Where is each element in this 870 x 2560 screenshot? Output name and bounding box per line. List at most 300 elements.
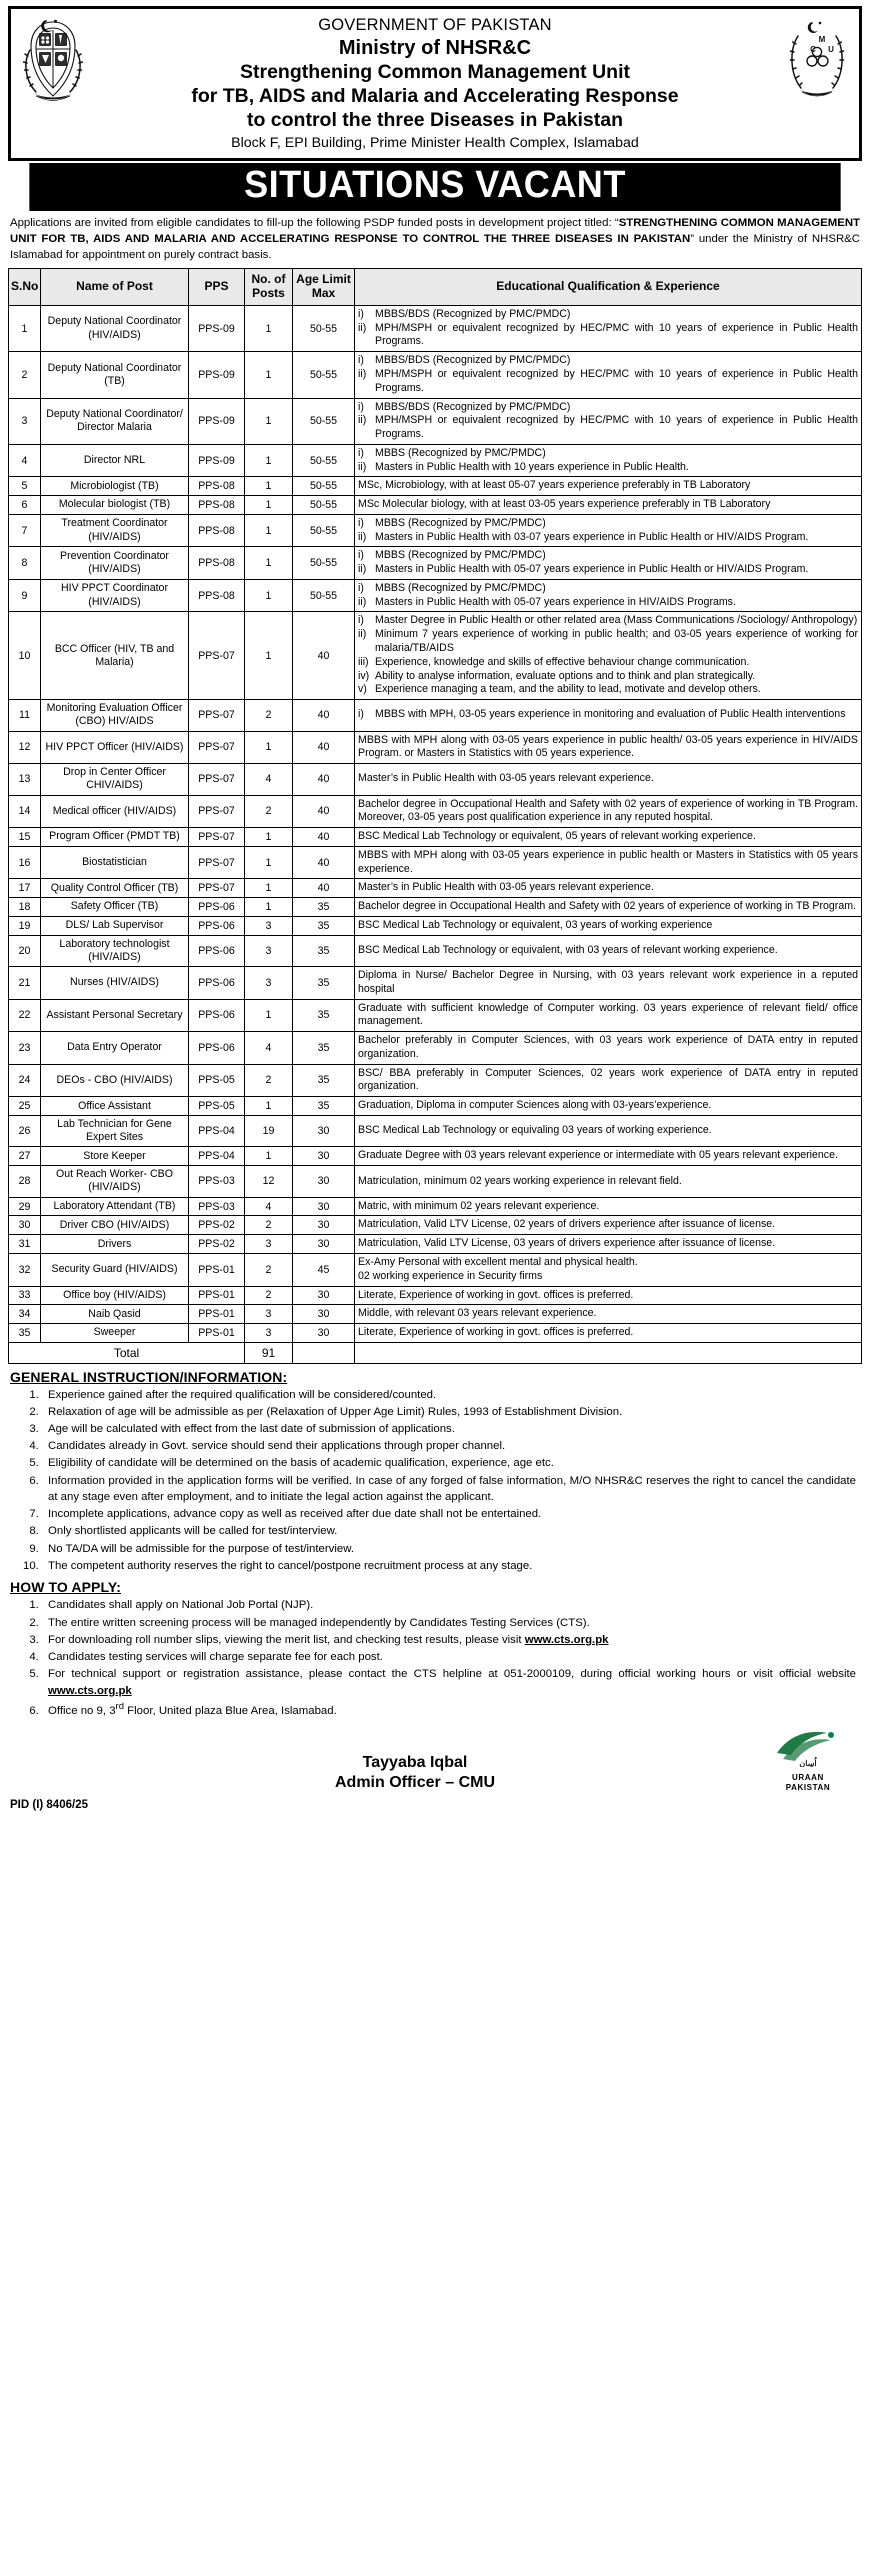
cell-pps: PPS-01 (189, 1324, 245, 1343)
table-row (9, 1147, 862, 1166)
cell-sno: 16 (9, 846, 41, 879)
intro-paragraph (10, 215, 860, 264)
table-row (9, 547, 862, 580)
cell-sno: 23 (9, 1032, 41, 1065)
qualification-item-marker: ii) (358, 563, 367, 576)
cell-sno: 18 (9, 898, 41, 917)
qualification-item-text: MPH/MSPH or equivalent recognized by HEC/PMC with 10 years of experience in Public Health Programs. (375, 367, 858, 394)
cell-sno: 14 (9, 795, 41, 828)
cell-sno: 26 (9, 1116, 41, 1147)
qualification-item-text: Experience, knowledge and skills of effective behaviour change communication. (375, 655, 750, 668)
how-to-apply-item (42, 1666, 856, 1699)
cell-posts: 1 (245, 579, 293, 612)
cell-post: Data Entry Operator (41, 1032, 189, 1065)
qualification-item-marker: ii) (358, 460, 367, 473)
project-title-line-3: to control the three Diseases in Pakistan (246, 108, 624, 131)
table-row (9, 999, 862, 1032)
cell-post: Office boy (HIV/AIDS) (41, 1286, 189, 1305)
cell-qualification (355, 1216, 862, 1235)
qualification-text: Matric, with minimum 02 years relevant experience. (358, 1199, 600, 1212)
qualification-item (358, 582, 858, 596)
qualification-item (358, 517, 858, 531)
qualification-item-text: MBBS with MPH, 03-05 years experience in monitoring and evaluation of Public Health interventions (375, 708, 846, 721)
cell-post: Microbiologist (TB) (41, 477, 189, 496)
cell-post: BCC Officer (HIV, TB and Malaria) (41, 612, 189, 700)
cell-qualification (355, 398, 862, 444)
cell-pps: PPS-05 (189, 1097, 245, 1116)
cell-qualification (355, 999, 862, 1032)
cell-qualification (355, 579, 862, 612)
cell-qualification (355, 1324, 862, 1343)
cell-qualification (355, 764, 862, 795)
cell-age: 40 (293, 828, 355, 847)
cell-posts: 3 (245, 935, 293, 966)
table-row (9, 1254, 862, 1287)
cell-posts: 1 (245, 514, 293, 547)
total-label: Total (9, 1342, 245, 1363)
cell-age: 40 (293, 700, 355, 731)
table-row (9, 1032, 862, 1065)
header-qualification: Educational Qualification & Experience (355, 269, 862, 306)
cell-posts: 1 (245, 305, 293, 351)
cell-sno: 3 (9, 398, 41, 444)
cell-sno: 15 (9, 828, 41, 847)
signature-block (8, 1727, 862, 1792)
cell-posts: 3 (245, 1305, 293, 1324)
qualification-text: Matriculation, Valid LTV License, 02 years of drivers experience after issuance of license. (358, 1218, 776, 1231)
qualification-item-marker: i) (358, 400, 364, 413)
cell-sno: 29 (9, 1197, 41, 1216)
cell-posts: 1 (245, 999, 293, 1032)
how-to-apply-item-text: The entire written screening process will be managed independently by Candidates Testing Services (CTS). (48, 1616, 590, 1629)
qualification-text: Graduate Degree with 03 years relevant experience or intermediate with 05 years relevant experience. (358, 1149, 838, 1162)
cell-posts: 2 (245, 1064, 293, 1097)
general-instruction-item: 10. The competent authority reserves the right to cancel/postpone recruitment process at any stage. (42, 1558, 856, 1575)
general-instruction-item: 9. No TA/DA will be admissible for the purpose of test/interview. (42, 1541, 856, 1558)
qualification-item-text: MBBS (Recognized by PMC/PMDC) (375, 549, 546, 562)
cell-pps: PPS-07 (189, 764, 245, 795)
cell-posts: 3 (245, 1324, 293, 1343)
cell-age: 40 (293, 879, 355, 898)
qualification-item (358, 414, 858, 442)
table-row (9, 916, 862, 935)
table-row (9, 514, 862, 547)
qualification-item-marker: ii) (358, 530, 367, 543)
cell-posts: 1 (245, 731, 293, 764)
how-to-apply-item (42, 1615, 856, 1632)
table-total-row (9, 1342, 862, 1363)
how-to-apply-item (42, 1597, 856, 1614)
cell-pps: PPS-06 (189, 898, 245, 917)
cell-qualification (355, 352, 862, 398)
qualification-text: Graduate with sufficient knowledge of Computer working. 03 years experience of relevant field/ office management. (358, 1001, 858, 1028)
header-pps: PPS (189, 269, 245, 306)
cell-sno: 33 (9, 1286, 41, 1305)
cell-sno: 12 (9, 731, 41, 764)
cell-qualification (355, 898, 862, 917)
cell-sno: 2 (9, 352, 41, 398)
how-to-apply-item (42, 1649, 856, 1666)
general-instructions-heading: GENERAL INSTRUCTION/INFORMATION: (10, 1368, 288, 1385)
cell-pps: PPS-06 (189, 916, 245, 935)
general-instructions-list (8, 1387, 862, 1575)
cell-qualification (355, 967, 862, 1000)
cell-sno: 28 (9, 1166, 41, 1197)
cell-sno: 25 (9, 1097, 41, 1116)
cell-post: Medical officer (HIV/AIDS) (41, 795, 189, 828)
qualification-item-marker: ii) (358, 595, 367, 608)
cell-qualification (355, 1032, 862, 1065)
qualification-text: BSC/ BBA preferably in Computer Sciences, 02 years work experience of DATA entry in reputed organization. (358, 1066, 858, 1093)
cell-post: Quality Control Officer (TB) (41, 879, 189, 898)
qualification-item-marker: ii) (358, 367, 367, 380)
cell-age: 30 (293, 1197, 355, 1216)
cell-sno: 5 (9, 477, 41, 496)
cmu-logo-icon (779, 14, 855, 108)
cell-pps: PPS-08 (189, 547, 245, 580)
how-to-apply-list (8, 1597, 862, 1719)
cell-age: 50-55 (293, 477, 355, 496)
cell-qualification (355, 1286, 862, 1305)
general-instruction-item: 2. Relaxation of age will be admissible as per (Relaxation of Upper Age Limit) Rules, 1993 of Establishment Division. (42, 1404, 856, 1421)
how-to-apply-heading: HOW TO APPLY: (10, 1579, 121, 1596)
qualification-item (358, 308, 858, 322)
qualification-item-marker: iii) (358, 655, 369, 668)
cell-age: 30 (293, 1305, 355, 1324)
cell-posts: 12 (245, 1166, 293, 1197)
cell-sno: 9 (9, 579, 41, 612)
qualification-text: MSc Molecular biology, with at least 03-05 years experience preferably in TB Laboratory (358, 498, 771, 511)
table-row (9, 879, 862, 898)
cell-post: Safety Officer (TB) (41, 898, 189, 917)
posts-table (8, 268, 862, 1364)
qualification-item (358, 656, 858, 670)
cell-qualification (355, 1166, 862, 1197)
cell-pps: PPS-09 (189, 352, 245, 398)
table-row (9, 1166, 862, 1197)
table-row (9, 828, 862, 847)
intro-part-2: ” under the Ministry of NHSR&C Islamabad for appointment on purely contract basis. (10, 232, 861, 262)
qualification-item (358, 549, 858, 563)
cell-posts: 3 (245, 967, 293, 1000)
project-title-line-2: for TB, AIDS and Malaria and Accelerating Response (191, 84, 679, 107)
qualification-text: Master’s in Public Health with 03-05 years relevant experience. (358, 772, 654, 785)
cell-post: Sweeper (41, 1324, 189, 1343)
cell-pps: PPS-05 (189, 1064, 245, 1097)
table-row (9, 846, 862, 879)
cell-post: Drop in Center Officer CHIV/AIDS) (41, 764, 189, 795)
cell-sno: 8 (9, 547, 41, 580)
cell-qualification (355, 547, 862, 580)
qualification-text: BSC Medical Lab Technology or equivalent, with 03 years of relevant working experience. (358, 943, 778, 956)
government-line: GOVERNMENT OF PAKISTAN (318, 16, 552, 34)
cell-posts: 1 (245, 846, 293, 879)
cell-qualification (355, 828, 862, 847)
qualification-text: BSC Medical Lab Technology or equivalent, 03 years of working experience (358, 918, 713, 931)
cell-pps: PPS-07 (189, 846, 245, 879)
qualification-item-marker: i) (358, 581, 364, 594)
cell-posts: 1 (245, 398, 293, 444)
how-to-apply-item-text: Candidates shall apply on National Job Portal (NJP). (48, 1599, 314, 1612)
qualification-item-text: MBBS (Recognized by PMC/PMDC) (375, 446, 546, 459)
cell-posts: 2 (245, 1254, 293, 1287)
cell-pps: PPS-01 (189, 1254, 245, 1287)
qualification-item-marker: i) (358, 307, 364, 320)
masthead-text (91, 14, 779, 152)
table-row (9, 898, 862, 917)
cell-post: Drivers (41, 1235, 189, 1254)
how-to-apply-item-text: For technical support or registration assistance, please contact the CTS helpline at 051-2000109, during official working hours or visit official website (48, 1667, 856, 1680)
table-row (9, 579, 862, 612)
cell-qualification (355, 700, 862, 731)
qualification-item (358, 322, 858, 350)
cell-posts: 1 (245, 828, 293, 847)
qualification-item (358, 531, 858, 545)
header-posts: No. of Posts (245, 269, 293, 306)
qualification-item-text: Master Degree in Public Health or other related area (Mass Communications /Sociology/ Anthropology) (375, 614, 858, 627)
cell-post: Security Guard (HIV/AIDS) (41, 1254, 189, 1287)
cell-age: 40 (293, 795, 355, 828)
cell-pps: PPS-06 (189, 967, 245, 1000)
how-to-apply-item-text-tail: Floor, United plaza Blue Area, Islamabad. (124, 1704, 337, 1717)
pakistan-state-emblem-icon (15, 14, 91, 108)
cell-pps: PPS-07 (189, 700, 245, 731)
cell-post: Laboratory technologist (HIV/AIDS) (41, 935, 189, 966)
cell-age: 50-55 (293, 444, 355, 477)
intro-part-1: Applications are invited from eligible candidates to fill-up the following PSDP funded posts in development project titled: “ (10, 216, 619, 229)
cell-posts: 1 (245, 898, 293, 917)
cell-qualification (355, 1097, 862, 1116)
qualification-item (358, 354, 858, 368)
ministry-line: Ministry of NHSR&C (338, 36, 532, 59)
qualification-item (358, 401, 858, 415)
cell-qualification (355, 731, 862, 764)
cell-qualification (355, 477, 862, 496)
cell-posts: 4 (245, 1197, 293, 1216)
cell-age: 35 (293, 1097, 355, 1116)
cell-age: 40 (293, 612, 355, 700)
office-address: Block F, EPI Building, Prime Minister Health Complex, Islamabad (231, 134, 639, 151)
cell-qualification (355, 1254, 862, 1287)
qualification-text: Master’s in Public Health with 03-05 years relevant experience. (358, 881, 654, 894)
qualification-list (358, 354, 858, 395)
cell-age: 40 (293, 846, 355, 879)
cell-qualification (355, 879, 862, 898)
cell-pps: PPS-07 (189, 795, 245, 828)
cell-age: 35 (293, 967, 355, 1000)
cell-age: 50-55 (293, 496, 355, 515)
cell-pps: PPS-04 (189, 1147, 245, 1166)
cell-posts: 1 (245, 477, 293, 496)
qualification-text: BSC Medical Lab Technology or equivaling 03 years of working experience. (358, 1124, 712, 1137)
table-row (9, 935, 862, 966)
cell-post: Director NRL (41, 444, 189, 477)
cell-age: 30 (293, 1116, 355, 1147)
cell-pps: PPS-07 (189, 879, 245, 898)
uraan-logo-label: URAAN (792, 1773, 824, 1783)
cell-posts: 1 (245, 1147, 293, 1166)
cell-pps: PPS-09 (189, 305, 245, 351)
how-to-apply-item (42, 1632, 856, 1649)
cell-qualification (355, 916, 862, 935)
qualification-list (358, 447, 858, 475)
how-to-apply-item-text: Office no 9, 3 (48, 1704, 116, 1717)
cell-posts: 2 (245, 1216, 293, 1235)
table-row (9, 731, 862, 764)
qualification-item-text: MBBS/BDS (Recognized by PMC/PMDC) (375, 307, 571, 320)
cell-posts: 2 (245, 1286, 293, 1305)
cell-sno: 22 (9, 999, 41, 1032)
cell-age: 40 (293, 764, 355, 795)
cell-posts: 1 (245, 444, 293, 477)
signatory-name: Tayyaba Iqbal (362, 1753, 468, 1771)
cell-sno: 13 (9, 764, 41, 795)
cell-age: 40 (293, 731, 355, 764)
cell-pps: PPS-09 (189, 398, 245, 444)
qualification-text: MSc, Microbiology, with at least 05-07 years experience preferably in TB Laboratory (358, 479, 751, 492)
qualification-item (358, 447, 858, 461)
cell-pps: PPS-02 (189, 1216, 245, 1235)
qualification-item-marker: iv) (358, 669, 370, 682)
posts-table-header (9, 269, 862, 306)
cell-post: Deputy National Coordinator (TB) (41, 352, 189, 398)
table-row (9, 1286, 862, 1305)
qualification-text: Bachelor preferably in Computer Sciences, with 03 years work experience of DATA entry in reputed organization. (358, 1034, 858, 1060)
cell-age: 50-55 (293, 514, 355, 547)
qualification-item (358, 368, 858, 396)
cell-sno: 32 (9, 1254, 41, 1287)
cell-sno: 34 (9, 1305, 41, 1324)
qualification-text: Bachelor degree in Occupational Health and Safety with 02 years of experience of working in TB Program. (358, 900, 856, 913)
cts-website-link[interactable]: www.cts.org.pk (524, 1633, 609, 1646)
qualification-text: Literate, Experience of working in govt. offices is preferred. (358, 1288, 634, 1301)
table-row (9, 1235, 862, 1254)
cell-post: Deputy National Coordinator (HIV/AIDS) (41, 305, 189, 351)
cell-pps: PPS-01 (189, 1286, 245, 1305)
cell-sno: 10 (9, 612, 41, 700)
cell-qualification (355, 1064, 862, 1097)
cell-age: 50-55 (293, 579, 355, 612)
cell-post: Treatment Coordinator (HIV/AIDS) (41, 514, 189, 547)
cell-age: 50-55 (293, 305, 355, 351)
cell-age: 35 (293, 1032, 355, 1065)
qualification-list (358, 549, 858, 577)
cell-post: Office Assistant (41, 1097, 189, 1116)
table-row (9, 352, 862, 398)
cell-qualification (355, 612, 862, 700)
cell-age: 30 (293, 1286, 355, 1305)
qualification-list (358, 308, 858, 349)
qualification-item-marker: i) (358, 549, 364, 562)
cell-qualification (355, 1116, 862, 1147)
cts-website-link[interactable]: www.cts.org.pk (48, 1684, 132, 1697)
qualification-text: Literate, Experience of working in govt. offices is preferred. (358, 1326, 634, 1339)
qualification-item-text: MBBS/BDS (Recognized by PMC/PMDC) (375, 400, 571, 413)
qualification-item-marker: v) (358, 683, 367, 696)
qualification-item-text: Minimum 7 years experience of working in public health; and 03-05 years experience of working for malaria/TB/AIDS (375, 628, 858, 654)
cell-post: Assistant Personal Secretary (41, 999, 189, 1032)
uraan-logo-sublabel: PAKISTAN (785, 1783, 831, 1793)
qualification-text: BSC Medical Lab Technology or equivalent, 05 years of relevant working experience. (358, 830, 756, 843)
cell-sno: 1 (9, 305, 41, 351)
cell-pps: PPS-01 (189, 1305, 245, 1324)
cell-qualification (355, 935, 862, 966)
cell-pps: PPS-09 (189, 444, 245, 477)
qualification-text: Bachelor degree in Occupational Health and Safety with 02 years of experience of working in TB Program. Moreover, 03-05 years post qualification experience in any reputed hospital. (358, 797, 858, 824)
cell-pps: PPS-08 (189, 579, 245, 612)
total-posts-value: 91 (245, 1342, 293, 1363)
cell-posts: 3 (245, 1235, 293, 1254)
qualification-item-text: Masters in Public Health with 10 years experience in Public Health. (375, 460, 689, 473)
qualification-list (358, 614, 858, 697)
cell-posts: 4 (245, 764, 293, 795)
cell-age: 30 (293, 1166, 355, 1197)
cell-qualification (355, 444, 862, 477)
cell-qualification (355, 1235, 862, 1254)
qualification-text: Matriculation, minimum 02 years working experience in relevant field. (358, 1174, 682, 1187)
total-age-blank (293, 1342, 355, 1363)
cell-age: 50-55 (293, 398, 355, 444)
cell-age: 35 (293, 916, 355, 935)
cell-sno: 30 (9, 1216, 41, 1235)
qualification-item (358, 596, 858, 610)
cell-pps: PPS-06 (189, 999, 245, 1032)
cell-post: Prevention Coordinator (HIV/AIDS) (41, 547, 189, 580)
masthead (8, 6, 862, 161)
cell-sno: 21 (9, 967, 41, 1000)
cell-post: Nurses (HIV/AIDS) (41, 967, 189, 1000)
cell-post: Laboratory Attendant (TB) (41, 1197, 189, 1216)
cell-age: 30 (293, 1147, 355, 1166)
cell-age: 30 (293, 1324, 355, 1343)
header-sno: S.No (9, 269, 41, 306)
svg-text:اُڛان: اُڛان (799, 1759, 817, 1768)
qualification-item-marker: ii) (358, 321, 367, 334)
table-row (9, 1064, 862, 1097)
cell-pps: PPS-06 (189, 935, 245, 966)
qualification-list (358, 517, 858, 545)
table-row (9, 444, 862, 477)
cell-pps: PPS-08 (189, 477, 245, 496)
cell-posts: 19 (245, 1116, 293, 1147)
cell-posts: 1 (245, 547, 293, 580)
qualification-item-text: Experience managing a team, and the ability to lead, motivate and develop others. (375, 683, 761, 696)
general-instruction-item: 4. Candidates already in Govt. service should send their applications through proper channel. (42, 1438, 856, 1455)
cell-sno: 24 (9, 1064, 41, 1097)
cell-post: HIV PPCT Coordinator (HIV/AIDS) (41, 579, 189, 612)
cell-pps: PPS-06 (189, 1032, 245, 1065)
table-row (9, 795, 862, 828)
cell-age: 30 (293, 1235, 355, 1254)
qualification-text: Middle, with relevant 03 years relevant experience. (358, 1307, 597, 1320)
table-row (9, 305, 862, 351)
cell-qualification (355, 846, 862, 879)
cell-posts: 1 (245, 352, 293, 398)
cell-post: Naib Qasid (41, 1305, 189, 1324)
uraan-pakistan-logo-icon (760, 1727, 856, 1792)
table-row (9, 1116, 862, 1147)
cell-qualification (355, 496, 862, 515)
signatory (10, 1753, 760, 1793)
general-instruction-item: 8. Only shortlisted applicants will be called for test/interview. (42, 1523, 856, 1540)
cell-sno: 6 (9, 496, 41, 515)
cell-qualification (355, 305, 862, 351)
cell-posts: 2 (245, 795, 293, 828)
cell-pps: PPS-07 (189, 612, 245, 700)
qualification-item-text: MPH/MSPH or equivalent recognized by HEC/PMC with 10 years of experience in Public Health Programs. (375, 414, 858, 441)
cell-sno: 19 (9, 916, 41, 935)
table-row (9, 496, 862, 515)
